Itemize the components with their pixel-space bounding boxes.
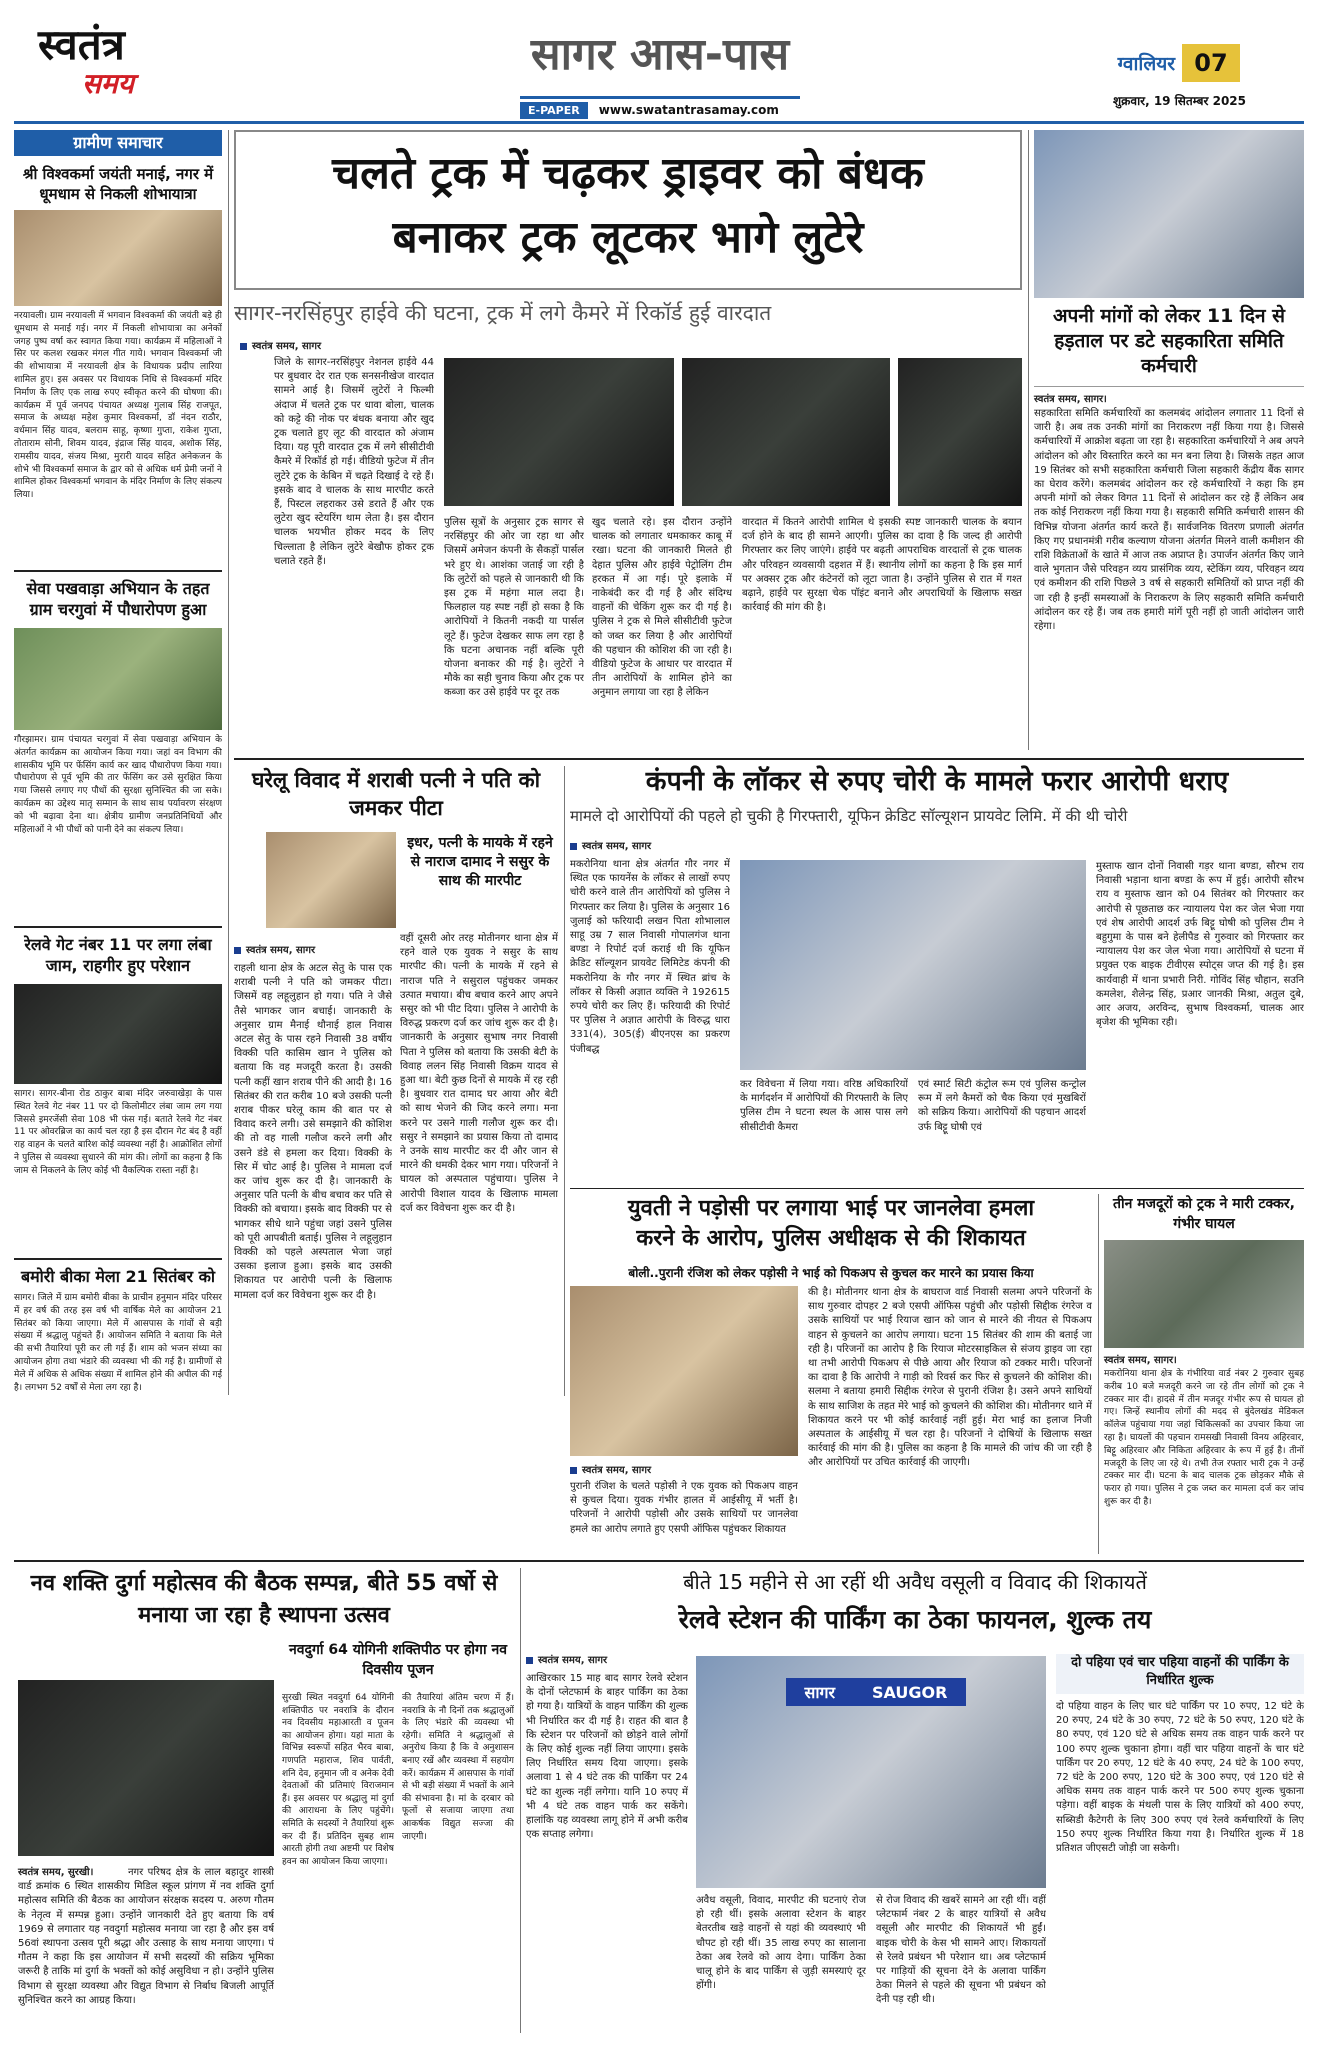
byline: स्वतंत्र समय, सागर (234, 942, 315, 956)
kicker: बीते 15 महीने से आ रहीं थी अवैध वसूली व विवाद की शिकायतें (683, 1570, 1147, 1594)
story-photo (1104, 1240, 1304, 1348)
story-column: की है। मोतीनगर थाना क्षेत्र के बाघराज वार्ड निवासी सलमा अपने परिजनों के साथ गुरुवार दोपहर 2 बजे एसपी ऑफिस पहुंची और पड़ोसी सिद्दीक रंगरेज व उसके साथियों पर भाई रियाज खान को जान से मारने की नीयत से पिकअप वाहन से कुचलने का आरोप लगाया। घटना 15 सितंबर की शाम की बताई जा रही है। परिजनों का आरोप है कि रियाज मोटरसाइकिल से संजय ड्राइव जा रहा था तभी आरोपी पिकअप से पीछे आया और रियाज को टक्कर मारी। परिजनों का दावा है कि आरोपी ने गाड़ी को रिवर्स कर फिर से कुचलने की कोशिश की। सलमा ने बताया हमारी सिद्दीक रंगरेज से पुरानी रंजिश है। उसने अपने साथियों के साथ साजिश के तहत मेरे भाई को कुचलने की कोशिश की। मोतीनगर थाने में शिकायत करने पर भी कोई कार्रवाई नहीं हुई। मेरा भाई का इलाज निजी अस्पताल के आईसीयू में चल रहा है। परिजनों ने दोषियों के खिलाफ सख्त कार्रवाई की मांग की है। पुलिस का कहना है कि मामले की जांच की जा रही है और आरोपियों पर उचित कार्रवाई की जाएगी। (808, 1287, 1092, 1469)
story-body: नरयावली। ग्राम नरयावली में भगवान विश्वकर्मा की जयंती बड़े ही धूमधाम से मनाई गई। नगर में निकली शोभायात्रा का अनेकों जगह पुष्प वर्षा कर स्वागत किया गया। कार्यक्रम में महिलाओं ने सिर पर कलश रखकर मंगल गीत गाये। भगवान विश्वकर्मा जी की शोभायात्रा में नरयावली क्षेत्र के विधायक प्रदीप लारिया शामिल हुए। इस अवसर पर विधायक निधि से विश्वकर्मा मंदिर निर्माण के लिए एक लाख रुपए स्वीकृत करने की घोषणा की। कार्यक्रम में पूर्व जनपद पंचायत अध्यक्ष गुलाब सिंह राजपूत, समाज के अध्यक्ष महेश कुमार विश्वकर्मा, डॉ नंदन राठौर, वर्धमान सिंह यादव, बलराम साहू, कृष्णा गुप्ता, राकेश गुप्ता, तोताराम सोनी, शिवम यादव, इंद्राज सिंह यादव, अशोक सिंह, रामसीय यादव, संजय मिश्रा, मुरारी यादव सहित अनेकजन के शोभे भी विश्वकर्मा समाज के द्वार को से अधिक धर्म प्रेमी जनों ने शामिल होकर विश्वकर्मा भगवान के मंदिर निर्माण के लिए संकल्प लिया। (14, 311, 222, 501)
story-column: खुद चलाते रहे। इस दौरान उन्होंने चालक को लगातार धमकाकर काबू में रखा। घटना की जानकारी मिलते ही देहात पुलिस और हाईवे पेट्रोलिंग टीम हरकत में आ गई। पूरे इलाके में नाकेबंदी कर दी गई है और संदिग्ध वाहनों की चेकिंग शुरू कर दी गई है। पुलिस ने ट्रक से मिले सीसीटीवी फुटेज को जब्त कर लिया है और आरोपियों की पहचान की कोशिश की जा रही है। वीडियो फुटेज के आधार पर वारदात में तीन आरोपियों के शामिल होने का अनुमान लगाया जा रहा है लेकिन (592, 517, 732, 699)
section-tag-rural: ग्रामीण समाचार (14, 130, 222, 156)
byline: स्वतंत्र समय, सागर (570, 838, 651, 852)
durga-story (14, 1568, 514, 2033)
story-photo (570, 1286, 798, 1456)
story-body: मकरोनिया थाना क्षेत्र के गंभीरिया वार्ड नंबर 2 गुरुवार सुबह करीब 10 बजे मजदूरी करने जा रहे तीन लोगों को ट्रक ने टक्कर मार दी। हादसे में तीन मजदूर गंभीर रूप से घायल हो गए। जिन्हें स्थानीय लोगों की मदद से बुंदेलखंड मेडिकल कॉलेज पहुंचाया गया जहां चिकित्सकों का उपचार किया जा रहा है। घायलों की पहचान रामसखी निवासी विनय अहिरवार, बिट्टू अहिरवार और निकिता अहिरवार के रूप में हुई है। तीनों मजदूरी के लिए जा रहे थे। तभी तेज रफ्तार भारी ट्रक ने उन्हें टक्कर मार दी। घटना के बाद चालक ट्रक छोड़कर मौके से फरार हो गया। पुलिस ने ट्रक जब्त कर मामला दर्ज कर जांच शुरू कर दी है। (1104, 1369, 1304, 1507)
website[interactable]: www.swatantrasamay.com (598, 103, 779, 117)
story-photo (14, 210, 222, 306)
story-photo (1034, 130, 1304, 298)
story-column: एवं स्मार्ट सिटी कंट्रोल रूम एवं पुलिस कन्ट्रोल रूम में लगे कैमरों को चैक किया एवं मुखबिरों को सक्रिय किया। आरोपियों की पहचान आदर्श उर्फ बिट्टू घोषी एवं (918, 1079, 1086, 1133)
story-title: कंपनी के लॉकर से रुपए चोरी के मामले फरार आरोपी धराए (645, 766, 1229, 797)
left-column (14, 130, 222, 1410)
subhead: नवदुर्गा 64 योगिनी शक्तिपीठ पर होगा नव दिवसीय पूजन (288, 1642, 507, 1678)
byline: स्वतंत्र समय, सागर (526, 1652, 607, 1666)
story-title: तीन मजदूरों को ट्रक ने मारी टक्कर, गंभीर घायल (1113, 1196, 1295, 1232)
epaper-bar (520, 96, 800, 116)
byline: स्वतंत्र समय, सागर (570, 1462, 651, 1476)
story-photo (14, 628, 222, 730)
locker-story (570, 764, 1304, 1184)
story-column: से रोज विवाद की खबरें सामने आ रही थीं। वहीं प्लेटफार्म नंबर 2 के बाहर यात्रियों से अवैध वसूली और मारपीट की शिकायतें भी हुईं। बाइक चोरी के केस भी सामने आए। शिकायतों से रेलवे प्रबंधन भी परेशान था। अब प्लेटफार्म पर गाड़ियों की सूचना देने के अलावा पार्किंग ठेका मिलने से पहले की सूचना भी प्रबंधन को देनी पड़ रही थी। (876, 1895, 1046, 2006)
subhead: बोली..पुरानी रंजिश को लेकर पड़ोसी ने भाई को पिकअप से कुचल कर मारने का प्रयास किया (628, 1266, 1034, 1280)
story-body: सागर। सागर-बीना रोड ठाकुर बाबा मंदिर जरुवाखेड़ा के पास स्थित रेलवे गेट नंबर 11 पर दो किलोमीटर लंबा जाम लग गया जिससे इमरजेंसी सेवा 108 भी फंस गई। बताते रेलवे गेट नंबर 11 पर ओवरब्रिज का कार्य चल रहा है इस दौरान गेट बंद है वहीं राह वाहन के चलते बारिश कोई व्यवस्था नहीं है। आक्रोशित लोगों ने पुलिस से व्यवस्था सुधारने की मांग की। लोगों का कहना है कि जाम से निकलने के लिए कोई भी वैकल्पिक रास्ता नहीं है। (14, 1089, 222, 1176)
story-column: अवैध वसूली, विवाद, मारपीट की घटनाएं रोज हो रही थीं। इसके अलावा स्टेशन के बाहर बेतरतीब खड़े वाहनों से यहां की व्यवस्थाएं भी चौपट हो रही थीं। 35 लाख रुपए का सालाना ठेका अब रेलवे को आय देगा। पार्किंग ठेका चालू होने के बाद पार्किंग से जुड़ी समस्याएं दूर होंगी। (696, 1895, 866, 1992)
story-photo (266, 832, 396, 928)
story-column: वहीं दूसरी ओर तरह मोतीनगर थाना क्षेत्र में रहने वाले एक युवक ने ससुर के साथ मारपीट की। पत्नी के मायके में रहने से नाराज पति ने ससुराल पहुंचकर जमकर उत्पात मचाया। बीच बचाव करने आए अपने ससुर को भी पीट दिया। पुलिस ने आरोपी के विरुद्ध प्रकरण दर्ज कर जांच शुरू कर दी है। जानकारी के अनुसार सुभाष नगर निवासी पिता ने पुलिस को बताया कि उसकी बेटी के विवाह ललन सिंह निवासी विक्रम यादव से हुआ था। बेटी कुछ दिनों से मायके में रह रही है। बुधवार रात दामाद घर आया और बेटी को साथ भेजने की जिद करने लगा। मना करने पर उसने गाली गलौज शुरू कर दी। ससुर ने समझाने का प्रयास किया तो दामाद ने उनके साथ मारपीट कर दी और जान से मारने की धमकी देकर भाग गया। परिजनों ने घायल को अस्पताल पहुंचाया। पुलिस ने आरोपी विशाल यादव के खिलाफ मामला दर्ज कर विवेचना शुरू कर दी है। (400, 933, 558, 1214)
parking-story (526, 1568, 1304, 2033)
story-title: रेलवे स्टेशन की पार्किंग का ठेका फायनल, शुल्क तय (678, 1605, 1152, 1634)
logo-bottom: समय (82, 67, 134, 100)
cctv-photo (444, 358, 674, 506)
cctv-photo (682, 358, 890, 506)
story-photo (18, 1680, 274, 1856)
story-title: अपनी मांगों को लेकर 11 दिन से हड़ताल पर डटे सहकारिता समिति कर्मचारी (1053, 305, 1285, 377)
subhead: सागर-नरसिंहपुर हाईवे की घटना, ट्रक में लगे कैमरे में रिकॉर्ड हुई वारदात (234, 301, 772, 325)
fees-title: दो पहिया एवं चार पहिया वाहनों की पार्किंग के निर्धारित शुल्क (1056, 1654, 1304, 1694)
story-column: मुस्ताफ खान दोनों निवासी गड़र थाना बण्डा, सौरभ राय निवासी भड़ाना थाना बण्डा के रूप में हुई। आरोपी सौरभ राय व मुस्ताफ खान को 04 सितंबर को गिरफ्तार कर आरोपी से पूछताछ कर न्यायालय पेश कर जेल भेजा गया एवं शेष आरोपी आदर्श उर्फ बिट्टू घोषी को पुलिस टीम ने बहुगुमा के पास बने हेलीपैड से गुरुवार को गिरफ्तार कर न्यायालय पेश कर जेल भेजा गया। आरोपियों से घटना में प्रयुक्त एक बाइक टीवीएस स्पोट्स जप्त की गई है। इस कार्यवाही में थाना प्रभारी निरी. गोविंद सिंह चौहान, सउनि कमलेश, शैलेन्द्र सिंह, प्रआर जानकी मिश्रा, अतुल दुबे, आर अजय, अरविन्द, सुभाष विश्वकर्मा, चालक आर बृजेश की भूमिका रही। (1096, 861, 1304, 1029)
domestic-story (234, 766, 558, 1406)
cctv-photo (898, 358, 1022, 506)
story-title: घरेलू विवाद में शराबी पत्नी ने पति को जमकर पीटा (251, 768, 541, 820)
story-title: रेलवे गेट नंबर 11 पर लगा लंबा जाम, राहगीर हुए परेशान (24, 935, 212, 975)
byline: स्वतंत्र समय, सुरखी। (18, 1867, 94, 1878)
subhead: मामले दो आरोपियों की पहले हो चुकी है गिरफ्तारी, यूफिन क्रेडिट सॉल्यूशन प्रायवेट लिमि. में की थी चोरी (570, 807, 1128, 825)
byline: स्वतंत्र समय, सागर। (1034, 394, 1107, 405)
story-body: गौरझामर। ग्राम पंचायत चरगुवां में सेवा पखवाड़ा अभियान के अंतर्गत कार्यक्रम का आयोजन किया गया। जहां वन विभाग की शासकीय भूमि पर फेंसिंग कार्य कर खाद पौधारोपण किया गया। पौधारोपण से पूर्व भूमि की तार फेंसिंग कर उसे सुरक्षित किया गया जिससे लगाए गए पौधों की सुरक्षा सुनिश्चित की जा सके। कार्यक्रम का उद्देश्य मातृ सम्मान के साथ साथ पर्यावरण संरक्षण को भी बढ़ावा देना था। क्षेत्रीय ग्रामीण जनप्रतिनिधियों और महिलाओं ने भी पौधों को पानी देने का संकल्प लिया। (14, 735, 222, 835)
city-label: ग्वालियर (1117, 53, 1175, 75)
headline-line: युवती ने पड़ोसी पर लगाया भाई पर जानलेवा हमला (627, 1196, 1035, 1221)
story-photo (14, 984, 222, 1084)
story-column: की तैयारियां अंतिम चरण में हैं। नवरात्रि के नौ दिनों तक श्रद्धालुओं के लिए भंडारे की व्यवस्था भी रहेगी। समिति ने श्रद्धालुओं से अनुरोध किया है कि वे अनुशासन बनाए रखें और व्यवस्था में सहयोग करें। कार्यक्रम में आसपास के गांवों से भी बड़ी संख्या में भक्तों के आने की संभावना है। मां के दरबार को फूलों से सजाया जाएगा तथा आकर्षक विद्युत सज्जा की जाएगी। (402, 1693, 514, 1842)
logo (38, 22, 170, 122)
headline-line: करने के आरोप, पुलिस अधीक्षक से की शिकायत (636, 1226, 1026, 1251)
headline-line: बनाकर ट्रक लूटकर भागे लुटेरे (392, 212, 864, 263)
byline: स्वतंत्र समय, सागर। (1104, 1355, 1177, 1366)
story-column: सुरखी स्थित नवदुर्गा 64 योगिनी शक्तिपीठ पर नवरात्रि के दौरान नव दिवसीय महाआरती व पूजन का आयोजन होगा। यहां माता के विभिन्न स्वरूपों सहित भैरव बाबा, गणपति महाराज, शिव पार्वती, शनि देव, हनुमान जी व अनेक देवी देवताओं की प्रतिमाएं विराजमान हैं। इस अवसर पर श्रद्धालु मां दुर्गा की आराधना के लिए पहुंचेंगे। समिति के सदस्यों ने तैयारियां शुरू कर दी हैं। प्रतिदिन सुबह शाम आरती होगी तथा अष्टमी पर विशेष हवन का आयोजन किया जाएगा। (282, 1693, 394, 1867)
story-body: नगर परिषद क्षेत्र के लाल बहादुर शास्त्री वार्ड क्रमांक 6 स्थित शासकीय मिडिल स्कूल प्रांगण में नव शक्ति दुर्गा महोत्सव समिति की बैठक का आयोजन संरक्षक सदस्य प. अरुण गौतम के नेतृत्व में सम्पन्न हुआ। उन्होंने जानकारी देते हुए बताया कि वर्ष 1969 से लगातार यह नवदुर्गा महोत्सव मनाया जा रहा है और इस वर्ष 56वां स्थापना उत्सव पूरी श्रद्धा और उत्साह के साथ मनाया जाएगा। पं गौतम ने कहा कि इस आयोजन में सभी सदस्यों की सक्रिय भूमिका जरूरी है ताकि मां दुर्गा के भक्तों को कोई असुविधा न हो। उन्होंने पुलिस विभाग से सुरक्षा व्यवस्था और विद्युत विभाग से निर्बाध बिजली आपूर्ति सुनिश्चित करने का आग्रह किया। (18, 1867, 274, 2006)
story-photo (740, 860, 1086, 1070)
story-title: सेवा पखवाड़ा अभियान के तहत ग्राम चरगुवां में पौधारोपण हुआ (26, 579, 210, 619)
headline-box (234, 130, 1022, 290)
story-column: राहली थाना क्षेत्र के अटल सेतु के पास एक शराबी पत्नी ने पति को जमकर पीटा। जिसमें वह लहूलुहान हो गया। पति ने जैसे तैसे भागकर जान बचाई। जानकारी के अनुसार ग्राम मैनाई थौनाई हाल निवास अटल सेतु के पास रहने निवासी 38 वर्षीय विक्की पति कासिम खान ने पुलिस को बताया कि वह मजदूरी करता है। उसकी पत्नी कहीं खान शराब पीने की आदी है। 16 सितंबर की रात करीब 10 बजे उसकी पत्नी शराब पीकर घरेलू काम की बात पर से विवाद करने लगी। उसे समझाने की कोशिश की तो वह गाली गलौज करने लगी और उसने डंडे से हमला कर दिया। विक्की के सिर में चोट आई है। पुलिस ने मामला दर्ज कर जांच शुरू कर दी है। जानकारी के अनुसार पति पत्नी के बीच बचाव कर पति से विक्की को बचाया। इसके बाद विक्की पर से भागकर सीधे थाने पहुंचा जहां उसने पुलिस को पूरी आपबीती बताई। पुलिस ने लहूलुहान विक्की को पहले अस्पताल भेजा जहां उसका इलाज हुआ। इसके बाद उसकी शिकायत पर आरोपी पत्नी के खिलाफ मामला दर्ज कर विवेचना शुरू कर दी है। (234, 963, 392, 1301)
story-title: बमोरी बीका मेला 21 सितंबर को (20, 1267, 216, 1286)
station-sign: सागर SAUGOR (786, 1678, 966, 1706)
story-column: पुलिस सूत्रों के अनुसार ट्रक सागर से नरसिंहपुर की ओर जा रहा था और जिसमें अमेजन कंपनी के सैकड़ों पार्सल भरे हुए थे। आशंका जताई जा रही है कि लुटेरों को पहले से जानकारी थी कि इस ट्रक में महंगा माल लदा है। फिलहाल यह स्पष्ट नहीं हो सका है कि आरोपियों ने कितनी नकदी या पार्सल लूटे हैं। फुटेज देखकर साफ लग रहा है कि घटना अचानक नहीं बल्कि पूरी योजना बनाकर की गई है। लुटेरों ने मौके का सही चुनाव किया और ट्रक पर कब्जा कर उसे हाईवे पर दूर तक (444, 517, 584, 699)
truck-accident-story (1104, 1194, 1304, 1554)
story-body: सहकारिता समिति कर्मचारियों का कलमबंद आंदोलन लगातार 11 दिनों से जारी है। अब तक उनकी मांगों का निराकरण नहीं किया गया है। जिससे कर्मचारियों में आक्रोश बढ़ता जा रहा है। सहकारिता कर्मचारियों ने अब अपने आंदोलन को और विस्तारित करने का मन बना लिया है। जिसके तहत आज 19 सितंबर को सभी सहकारिता कर्मचारी जिला सहकारी केंद्रीय बैंक सागर का घेराव करेंगे। कलमबंद आंदोलन कर रहे कर्मचारियों ने कहा कि हम अपनी मांगों को लेकर विगत 11 दिनों से आंदोलन कर रहे हैं लेकिन अब तक कोई निराकरण नहीं किया गया है। सहकारी समिति कर्मचारी शासन की विभिन्न योजना अंतर्गत कार्य करते हैं। सार्वजनिक वितरण प्रणाली अंतर्गत किए गए प्रधानमंत्री गरीब कल्याण योजना अंतर्गत मिलने वाली कमीशन की राशि विक्रेताओं के खाते में आज तक अप्राप्त है। उपार्जन अंतर्गत किए जाने वाले भुगतान जैसे परिवहन व्यय प्रासंगिक व्यय, स्टेकिंग व्यय, परिवहन व्यय एवं कमीशन की राशि पिछले 3 वर्ष से सहकारी समितियों को प्राप्त नहीं की जा रही है इन्हीं समस्याओं के निराकरण के लिए सहकारी समिति कर्मचारी आंदोलन कर रहे हैं। जब तक हमारी मांगें पूरी नहीं हो जाती आंदोलन जारी रहेगा। (1034, 408, 1304, 633)
subhead: इधर, पत्नी के मायके में रहने से नाराज दामाद ने ससुर के साथ की मारपीट (407, 835, 553, 889)
fees-body: दो पहिया वाहन के लिए चार घंटे पार्किंग पर 10 रुपए, 12 घंटे के 20 रुपए, 24 घंटे के 30 रुपए, 72 घंटे के 50 रुपए, 120 घंटे के 80 रुपए, एवं 120 घंटे से अधिक समय तक वाहन पार्क करने पर 100 रुपए शुल्क चुकाना होगा। वहीं चार पहिया वाहनों के चार घंटे पार्किंग पर 20 रुपए, 12 घंटे के 40 रुपए, 24 घंटे के 100 रुपए, 72 घंटे के 200 रुपए, 120 घंटे के 300 रुपए, एवं 120 घंटे से अधिक समय तक वाहन पार्क करने पर 500 रुपए शुल्क चुकाना पड़ेगा। वहीं बाइक के मंथली पास के लिए यात्रियों को 400 रुपए, सब्सिडी कैटेगरी के लिए 300 रुपए एवं रेलवे कर्मचारियों के लिए 150 रुपए शुल्क निर्धारित किया गया है। निर्धारित शुल्क में 18 प्रतिशत जीएसटी जोड़ी जा सकेगी। (1056, 1701, 1304, 1855)
story-body: सागर। जिले में ग्राम बमोरी बीका के प्राचीन हनुमान मंदिर परिसर में हर वर्ष की तरह इस वर्ष भी वार्षिक मेले का आयोजन 21 सितंबर को किया जाएगा। मेले में आसपास के गांवों से बड़ी संख्या में श्रद्धालु पहुंचते हैं। आयोजन समिति ने बताया कि मेले की सभी तैयारियां पूरी कर ली गई हैं। शाम को भजन संध्या का आयोजन होगा तथा भंडारे की व्यवस्था भी की गई है। ग्रामीणों से मेले में अधिक से अधिक संख्या में शामिल होने की अपील की गई है। लगभग 52 वर्षों से मेला लग रहा है। (14, 1293, 222, 1393)
story-title: नव शक्ति दुर्गा महोत्सव की बैठक सम्पन्न, बीते 55 वर्षो से मनाया जा रहा है स्थापना उत्सव (30, 1571, 498, 1628)
story-column: कर विवेचना में लिया गया। वरिष्ठ अधिकारियों के मार्गदर्शन में आरोपियों की गिरफ्तारी के लिए पुलिस टीम ने घटना स्थल के आस पास लगे सीसीटीवी कैमरा (740, 1079, 908, 1133)
logo-top: स्वतंत्र (38, 20, 125, 69)
masthead (0, 0, 1318, 118)
byline: स्वतंत्र समय, सागर (234, 338, 1022, 352)
section-title: सागर आस-पास (530, 29, 790, 80)
top-story (234, 130, 1022, 755)
issue-date: शुक्रवार, 19 सितम्बर 2025 (1113, 94, 1246, 108)
story-column: पुरानी रंजिश के चलते पड़ोसी ने एक युवक को पिकअप वाहन से कुचल दिया। युवक गंभीर हालत में आईसीयू में भर्ती है। परिजनों ने आरोपी पड़ोसी और उसके साथियों पर जानलेवा हमले का आरोप लगाते हुए एसपी ऑफिस पहुंचकर शिकायत (570, 1481, 798, 1535)
story-title: श्री विश्वकर्मा जयंती मनाई, नगर में धूमधाम से निकली शोभायात्रा (22, 165, 214, 203)
strike-story (1034, 130, 1304, 750)
story-column: जिले के सागर-नरसिंहपुर नेशनल हाईवे 44 पर बुधवार देर रात एक सनसनीखेज वारदात सामने आई है। जिसमें लुटेरों ने फिल्मी अंदाज में चलते ट्रक पर धावा बोला, चालक को कट्टे की नोक पर बंधक बनाया और खुद ट्रक चलाते हुए लूट की वारदात को अंजाम दिया। यह पूरी वारदात ट्रक में लगे सीसीटीवी कैमरे में रिकॉर्ड हो गई। वीडियो फुटेज में तीन लुटेरे ट्रक के केबिन में चढ़ते दिखाई दे रहे हैं। इसके बाद वे चालक के साथ मारपीट करते हैं, पिस्टल लहराकर उसे डराते हैं और एक लुटेरा खुद स्टेयरिंग थाम लेता है। इस दौरान चालक भयभीत होकर मदद के लिए चिल्लाता है लेकिन लुटेरे बेखौफ होकर ट्रक चलाते रहते हैं। (274, 357, 434, 567)
headline-line: चलते ट्रक में चढ़कर ड्राइवर को बंधक (332, 148, 924, 199)
station-photo (696, 1656, 1046, 1888)
story-column: मकरोनिया थाना क्षेत्र अंतर्गत गौर नगर में स्थित एक फायनेंस के लॉकर से लाखों रुपए चोरी करने वाले तीन आरोपियों को पुलिस ने गिरफ्तार कर लिया है। पुलिस के अनुसार 16 जुलाई को फरियादी लखन पिता शोभालाल साहू उम्र 7 साल निवासी गोपालगंज थाना बण्डा ने रिपोर्ट दर्ज कराई थी कि यूफिन क्रेडिट सॉल्यूशन प्रायवेट लिमिटेड कंपनी की मकरोनिया के गौर नगर में स्थित ब्रांच के लॉकर से किसी अज्ञात व्यक्ति ने 192615 रुपये चोरी कर लिए हैं। फरियादी की रिपोर्ट पर पुलिस ने अज्ञात आरोपी के विरुद्ध धारा 331(4), 305(ई) बीएनएस का प्रकरण पंजीबद्ध (570, 859, 730, 1055)
page-number: 07 (1182, 44, 1240, 82)
story-column: वारदात में कितने आरोपी शामिल थे इसकी स्पष्ट जानकारी चालक के बयान दर्ज होने के बाद ही सामने आएगी। पुलिस का दावा है कि जल्द ही आरोपी गिरफ्तार कर लिए जाएंगे। हाईवे पर बढ़ती आपराधिक वारदातों से ट्रक चालक और परिवहन व्यवसायी दहशत में हैं। स्थानीय लोगों का कहना है कि इस मार्ग पर अक्सर ट्रक और कंटेनरों को लूटा जाता है। उन्होंने पुलिस से रात में गश्त बढ़ाने, हाईवे पर सुरक्षा चेक पॉइंट बनाने और अपराधियों के खिलाफ सख्त कार्रवाई की मांग की है। (742, 517, 1022, 614)
epaper-tag: E-PAPER (520, 102, 588, 119)
story-column: आखिरकार 15 माह बाद सागर रेलवे स्टेशन के दोनों प्लेटफार्म के बाहर पार्किंग का ठेका हो गया है। यात्रियों के वाहन पार्किंग की शुल्क भी निर्धारित कर दी गई है। राहत की बात है कि स्टेशन पर परिजनों को छोड़ने वाले लोगों के लिए कोई शुल्क नहीं लिया जाएगा। इसके लिए निर्धारित समय दिया जाएगा। इसके अलावा 1 से 4 घंटे तक की पार्किंग पर 24 घंटे का शुल्क नहीं लगेगा। यानि 10 रुपए में भी 4 घंटे तक वाहन पार्क कर सकेंगे। हालांकि यह व्यवस्था लागू होने में अभी करीब एक सप्ताह लगेगा। (526, 1673, 688, 1841)
